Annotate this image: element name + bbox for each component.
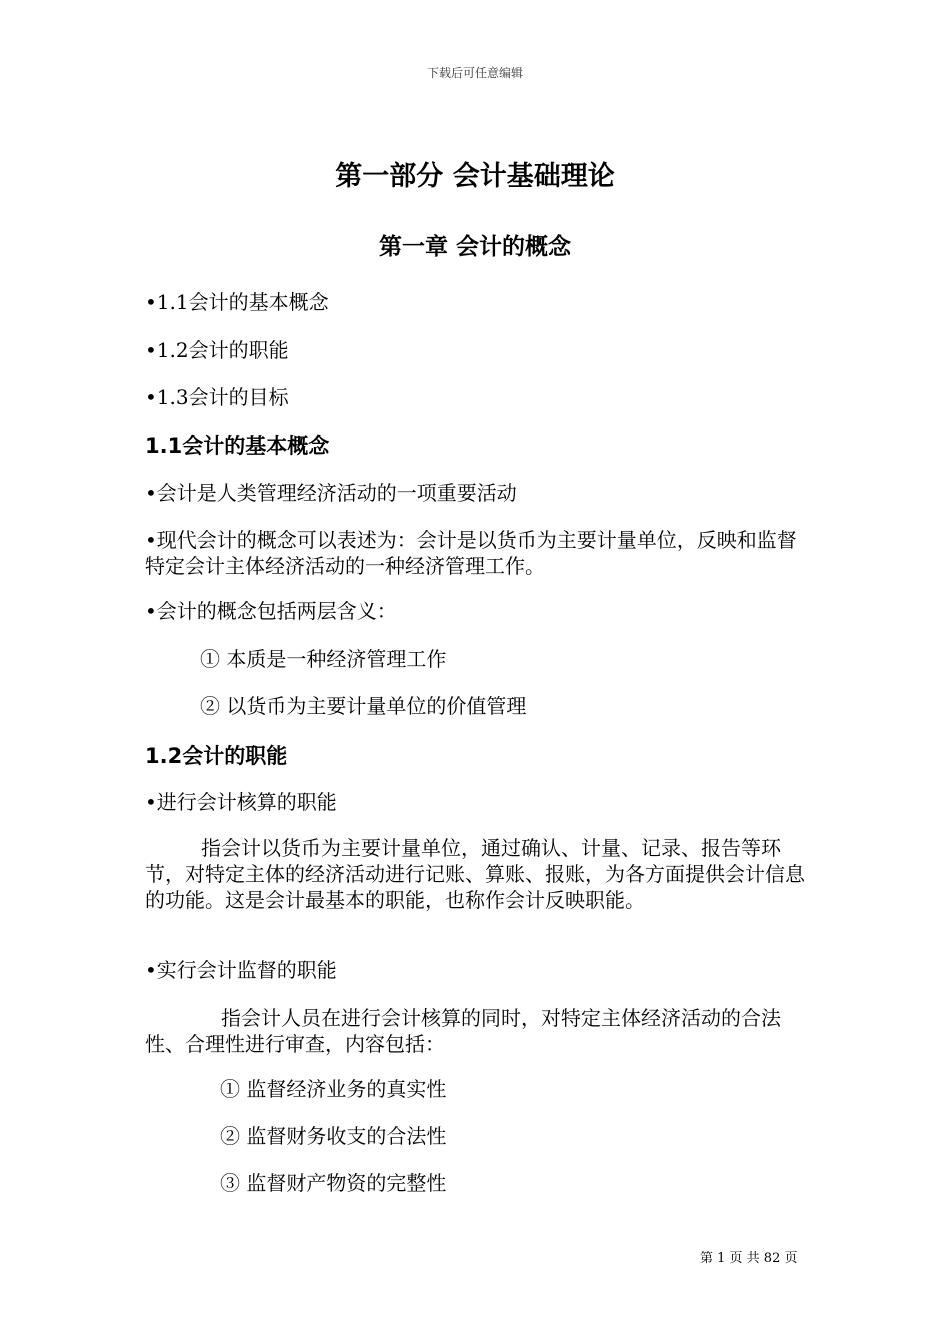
header-note: 下载后可任意编辑 (426, 66, 523, 80)
page-number: 第 1 页 共 82 页 (700, 1251, 798, 1266)
list-item: ② 监督财务收支的合法性 (220, 1124, 447, 1148)
chapter-title: 第一章 会计的概念 (378, 234, 571, 260)
list-item: ① 监督经济业务的真实性 (220, 1077, 447, 1101)
section-heading: 1.2会计的职能 (145, 744, 288, 768)
paragraph: •实行会计监督的职能 (145, 958, 337, 982)
list-item: ③ 监督财产物资的完整性 (220, 1171, 447, 1195)
paragraph: •会计是人类管理经济活动的一项重要活动 (145, 481, 517, 505)
section-heading: 1.1会计的基本概念 (145, 434, 330, 458)
paragraph: 指会计人员在进行会计核算的同时，对特定主体经济活动的合法性、合理性进行审查，内容包括： (145, 1006, 781, 1056)
paragraph: •会计的概念包括两层含义： (145, 599, 397, 623)
paragraph: •进行会计核算的职能 (145, 790, 337, 814)
list-item: ① 本质是一种经济管理工作 (200, 647, 447, 671)
paragraph: •现代会计的概念可以表述为：会计是以货币为主要计量单位，反映和监督特定会计主体经济活动的一种经济管理工作。 (145, 528, 797, 578)
toc-item: •1.2会计的职能 (145, 338, 289, 362)
toc-item: •1.1会计的基本概念 (145, 290, 329, 314)
list-item: ② 以货币为主要计量单位的价值管理 (200, 694, 527, 718)
toc-item: •1.3会计的目标 (145, 385, 289, 409)
page-title: 第一部分 会计基础理论 (335, 161, 615, 192)
paragraph: 指会计以货币为主要计量单位，通过确认、计量、记录、报告等环节，对特定主体的经济活动进行记账、算账、报账，为各方面提供会计信息的功能。这是会计最基本的职能，也称作会计反映职能。 (145, 836, 805, 912)
